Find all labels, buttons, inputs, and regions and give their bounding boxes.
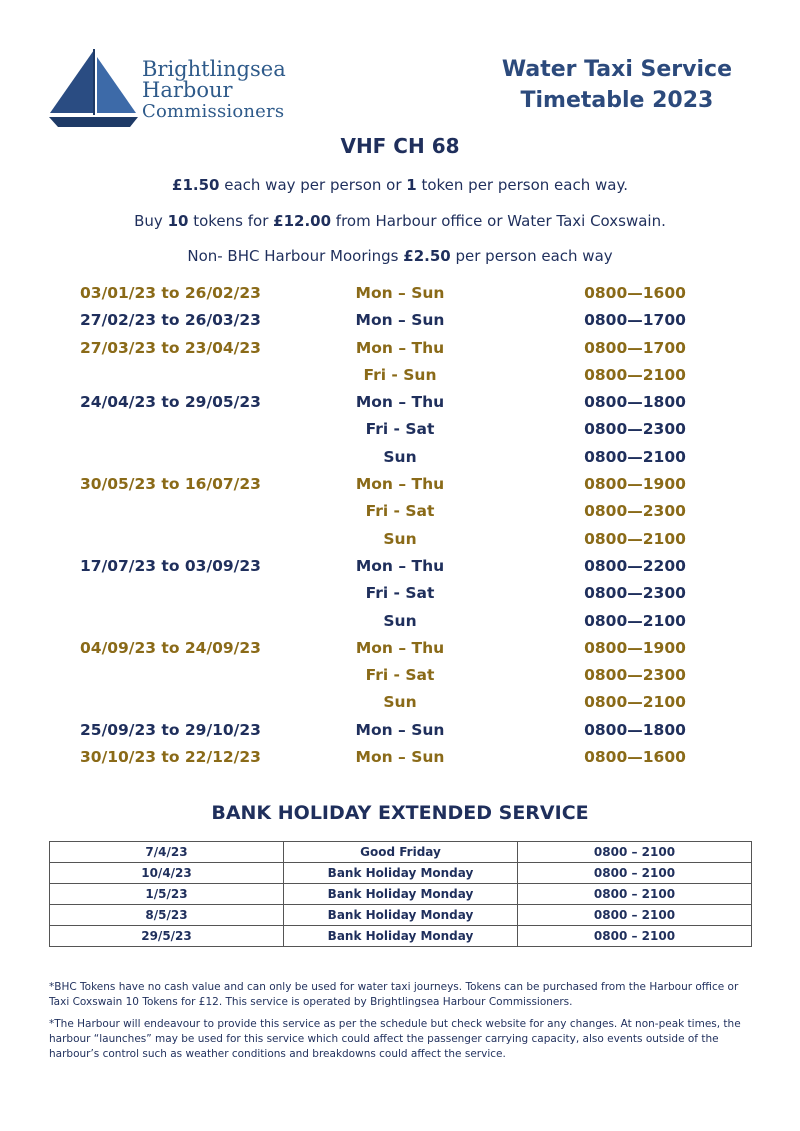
schedule-dates: 27/03/23 to 23/04/23	[80, 338, 261, 357]
schedule-row	[0, 499, 800, 526]
tokens-count: 10	[167, 212, 189, 230]
schedule-hours: 0800—1900	[584, 475, 686, 494]
table-row	[50, 863, 752, 884]
schedule-days: Sun	[383, 447, 417, 466]
note-tokens: *BHC Tokens have no cash value and can only be used for water taxi journeys. Tokens can be purchased from the Harbour office or Taxi Coxswain 10 Tokens for £12. This service is operated by Brightlingsea Harbour Commissioners.	[49, 981, 739, 1008]
bank-holiday-hours: 0800 – 2100	[518, 863, 752, 884]
schedule-days: Mon – Sun	[355, 720, 445, 739]
tokens-text-3: from Harbour office or Water Taxi Coxswain.	[331, 212, 666, 230]
fare-text-1: each way per person or	[219, 176, 407, 194]
schedule-days: Mon – Sun	[355, 311, 445, 330]
bank-holiday-date: 8/5/23	[50, 905, 284, 926]
schedule-dates: 04/09/23 to 24/09/23	[80, 638, 261, 657]
logo-line-1: Brightlingsea	[142, 57, 286, 81]
schedule-row	[0, 745, 800, 772]
tokens-text-1: Buy	[134, 212, 168, 230]
bank-holiday-hours: 0800 – 2100	[518, 842, 752, 863]
fare-line-3	[0, 247, 800, 265]
fare-price: £1.50	[172, 176, 220, 194]
logo-text	[142, 59, 286, 122]
bank-holiday-date: 29/5/23	[50, 926, 284, 947]
schedule-hours: 0800—1700	[584, 311, 686, 330]
schedule-hours: 0800—1800	[584, 393, 686, 412]
schedule-row	[0, 336, 800, 363]
title-line-1: Water Taxi Service	[501, 57, 732, 82]
table-row	[50, 905, 752, 926]
note-disclaimer: *The Harbour will endeavour to provide this service as per the schedule but check website for any changes. At non-peak times, the harbour “launches” may be used for this service which could affect the passenger carrying capacity, also events outside of the harbour’s control such as weather conditions and breakdowns could affect the service.	[49, 1018, 741, 1060]
vhf-channel: VHF CH 68	[340, 134, 460, 158]
schedule-hours: 0800—2300	[584, 666, 686, 685]
schedule-hours: 0800—2100	[584, 529, 686, 548]
schedule-row	[0, 636, 800, 663]
fare-line-2	[0, 212, 800, 230]
fare-text-2: token per person each way.	[416, 176, 628, 194]
bank-holiday-name: Bank Holiday Monday	[284, 926, 518, 947]
schedule-row	[0, 554, 800, 581]
schedule-hours: 0800—1900	[584, 638, 686, 657]
schedule-hours: 0800—1700	[584, 338, 686, 357]
schedule-days: Mon – Thu	[355, 556, 445, 575]
schedule-days: Sun	[383, 529, 417, 548]
schedule-dates: 30/05/23 to 16/07/23	[80, 475, 261, 494]
schedule-hours: 0800—2300	[584, 420, 686, 439]
schedule-row	[0, 663, 800, 690]
bank-holiday-name: Good Friday	[284, 842, 518, 863]
schedule-days: Sun	[383, 693, 417, 712]
schedule-row	[0, 390, 800, 417]
schedule-days: Sun	[383, 611, 417, 630]
schedule-hours: 0800—2300	[584, 584, 686, 603]
schedule-hours: 0800—2200	[584, 556, 686, 575]
schedule-days: Mon – Thu	[355, 338, 445, 357]
schedule-hours: 0800—2100	[584, 693, 686, 712]
sailboat-icon	[46, 47, 141, 132]
schedule-days: Mon – Sun	[355, 748, 445, 767]
schedule-row	[0, 472, 800, 499]
schedule-row	[0, 609, 800, 636]
table-row	[50, 842, 752, 863]
schedule-row	[0, 527, 800, 554]
schedule-dates: 24/04/23 to 29/05/23	[80, 393, 261, 412]
schedule-row	[0, 690, 800, 717]
schedule-row	[0, 445, 800, 472]
bank-holiday-hours: 0800 – 2100	[518, 884, 752, 905]
moorings-price: £2.50	[403, 247, 451, 265]
schedule-hours: 0800—2300	[584, 502, 686, 521]
schedule-row	[0, 308, 800, 335]
schedule-hours: 0800—1600	[584, 748, 686, 767]
title-line-2: Timetable 2023	[520, 88, 714, 113]
schedule-hours: 0800—2100	[584, 365, 686, 384]
bank-holiday-name: Bank Holiday Monday	[284, 905, 518, 926]
schedule-dates: 25/09/23 to 29/10/23	[80, 720, 261, 739]
tokens-price: £12.00	[273, 212, 332, 230]
schedule-days: Fri - Sat	[365, 420, 435, 439]
bank-holiday-name: Bank Holiday Monday	[284, 863, 518, 884]
schedule-row	[0, 363, 800, 390]
schedule-days: Mon – Thu	[355, 638, 445, 657]
schedule-row	[0, 281, 800, 308]
schedule-row	[0, 581, 800, 608]
bank-holiday-date: 10/4/23	[50, 863, 284, 884]
table-row	[50, 884, 752, 905]
schedule-hours: 0800—2100	[584, 447, 686, 466]
schedule-days: Mon – Thu	[355, 475, 445, 494]
schedule-dates: 30/10/23 to 22/12/23	[80, 748, 261, 767]
bank-holiday-hours: 0800 – 2100	[518, 905, 752, 926]
fare-token-count: 1	[406, 176, 417, 194]
schedule-dates: 27/02/23 to 26/03/23	[80, 311, 261, 330]
bank-holiday-hours: 0800 – 2100	[518, 926, 752, 947]
schedule-hours: 0800—1800	[584, 720, 686, 739]
table-row	[50, 926, 752, 947]
logo-line-3: Commissioners	[142, 101, 285, 122]
bank-holiday-name: Bank Holiday Monday	[284, 884, 518, 905]
schedule-days: Fri - Sat	[365, 584, 435, 603]
bank-holiday-date: 7/4/23	[50, 842, 284, 863]
schedule-days: Mon – Thu	[355, 393, 445, 412]
logo-line-2: Harbour	[142, 78, 233, 102]
moorings-text-1: Non- BHC Harbour Moorings	[187, 247, 404, 265]
page-title	[502, 54, 732, 116]
moorings-text-2: per person each way	[450, 247, 613, 265]
schedule-dates: 03/01/23 to 26/02/23	[80, 284, 261, 302]
schedule-days: Fri - Sat	[365, 502, 435, 521]
schedule-row	[0, 417, 800, 444]
bank-holiday-title: BANK HOLIDAY EXTENDED SERVICE	[211, 802, 589, 824]
fare-line-1	[0, 176, 800, 194]
schedule-days: Fri - Sat	[365, 666, 435, 685]
schedule-dates: 17/07/23 to 03/09/23	[80, 556, 261, 575]
schedule-days: Fri - Sun	[363, 365, 437, 384]
schedule-days: Mon – Sun	[355, 284, 445, 302]
tokens-text-2: tokens for	[188, 212, 274, 230]
bank-holiday-table	[49, 841, 752, 947]
logo	[46, 47, 286, 132]
schedule-row	[0, 718, 800, 745]
schedule-hours: 0800—2100	[584, 611, 686, 630]
bank-holiday-date: 1/5/23	[50, 884, 284, 905]
schedule-table	[0, 281, 800, 772]
schedule-hours: 0800—1600	[584, 284, 686, 302]
